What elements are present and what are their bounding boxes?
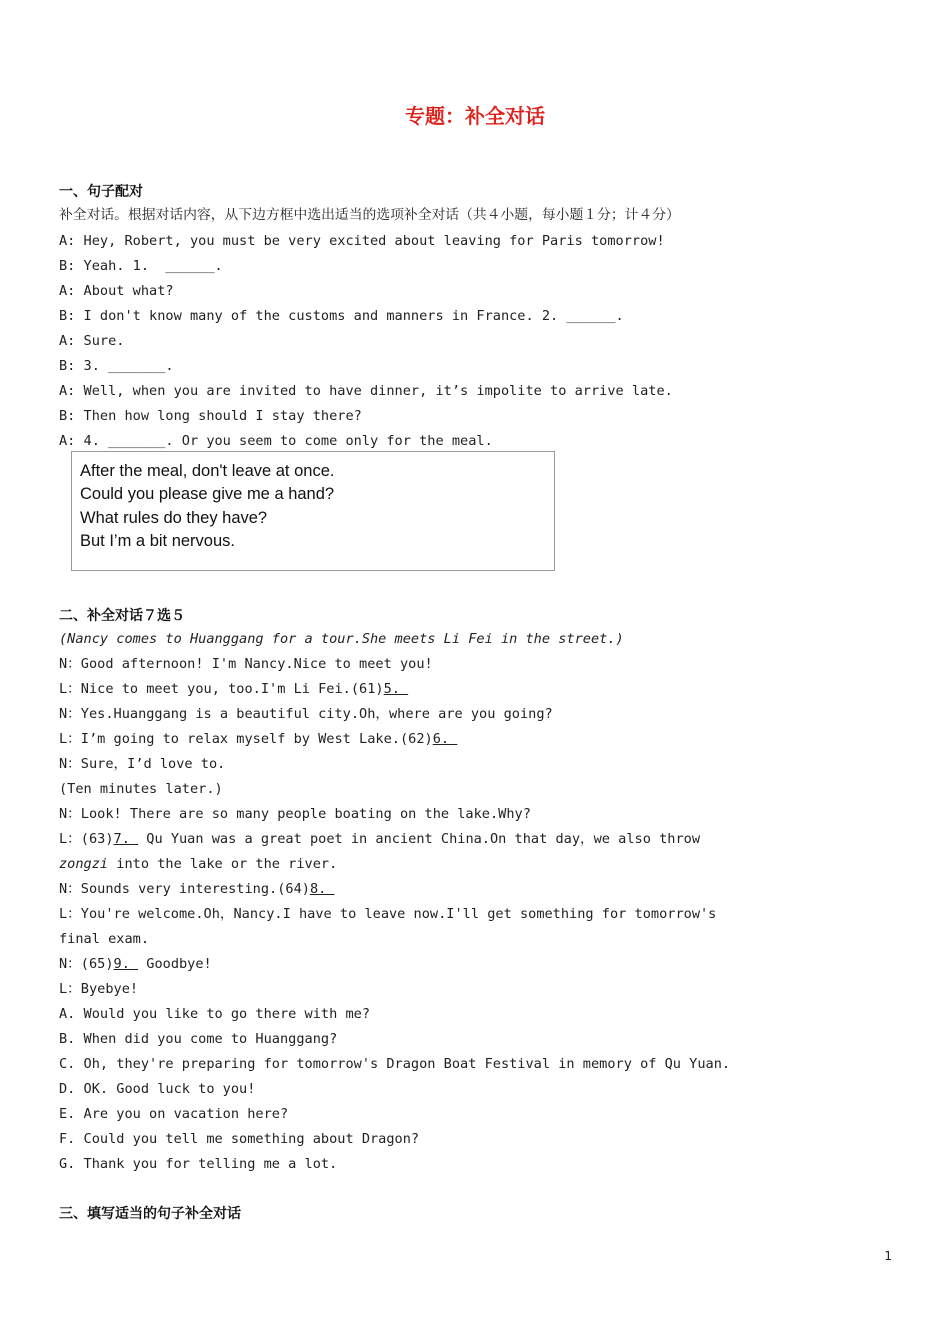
dialogue-line: [59, 855, 337, 873]
section2-heading: 二、补全对话７选５: [59, 608, 185, 624]
dialogue-line: final exam.: [59, 931, 150, 947]
option-item: After the meal, don't leave at once.: [80, 462, 335, 480]
section3-heading: 三、填写适当的句子补全对话: [59, 1206, 241, 1222]
stage-direction: (Ten minutes later.): [59, 781, 223, 797]
line-text: N：(65): [59, 956, 114, 972]
dialogue-line: [59, 680, 408, 698]
line-text: L：I’m going to relax myself by West Lake.(62): [59, 731, 433, 747]
line-text: Goodbye!: [138, 956, 212, 972]
choice-option: C. Oh, they're preparing for tomorrow's Dragon Boat Festival in memory of Qu Yuan.: [59, 1056, 731, 1072]
choice-option: B. When did you come to Huanggang?: [59, 1031, 338, 1047]
dialogue-line: N：Yes.Huanggang is a beautiful city.Oh，where are you going?: [59, 706, 553, 722]
dialogue-line: A: About what?: [59, 283, 174, 299]
dialogue-line: N：Sure，I’d love to.: [59, 756, 226, 772]
dialogue-line: N：Good afternoon! I'm Nancy.Nice to meet you!: [59, 656, 433, 672]
dialogue-line: A: Hey, Robert, you must be very excited about leaving for Paris tomorrow!: [59, 233, 665, 249]
dialogue-line: A: Well, when you are invited to have dinner, it’s impolite to arrive late.: [59, 383, 673, 399]
dialogue-line: [59, 830, 700, 848]
dialogue-line: A: 4. _______. Or you seem to come only for the meal.: [59, 433, 493, 449]
dialogue-line: [59, 955, 212, 973]
choice-option: D. OK. Good luck to you!: [59, 1081, 256, 1097]
line-text: Qu Yuan was a great poet in ancient China.On that day，we also throw: [138, 831, 701, 847]
dialogue-line: B: Then how long should I stay there?: [59, 408, 362, 424]
line-text: L：(63): [59, 831, 114, 847]
page-number: 1: [884, 1249, 892, 1263]
section2-intro: (Nancy comes to Huanggang for a tour.She meets Li Fei in the street.): [59, 631, 624, 647]
answer-blank: 9.: [113, 956, 139, 972]
answer-blank: 7.: [113, 831, 139, 847]
answer-blank: 8.: [309, 881, 335, 897]
choice-option: E. Are you on vacation here?: [59, 1106, 289, 1122]
option-item: What rules do they have?: [80, 508, 268, 527]
line-text: L：Nice to meet you, too.I'm Li Fei.(61): [59, 681, 384, 697]
dialogue-line: L：You're welcome.Oh，Nancy.I have to leave now.I'll get something for tomorrow's: [59, 906, 717, 922]
option-item: But I’m a bit nervous.: [80, 531, 235, 550]
dialogue-line: B: 3. _______.: [59, 358, 174, 374]
dialogue-line: A: Sure.: [59, 333, 125, 349]
line-text: N：Sounds very interesting.(64): [59, 881, 310, 897]
dialogue-line: B: I don't know many of the customs and manners in France. 2. ______.: [59, 308, 624, 324]
dialogue-line: [59, 730, 457, 748]
option-item: Could you please give me a hand?: [80, 485, 335, 504]
dialogue-line: [59, 880, 335, 898]
choice-option: G. Thank you for telling me a lot.: [59, 1156, 338, 1172]
answer-blank: 6.: [432, 731, 458, 747]
choice-option: A. Would you like to go there with me?: [59, 1006, 370, 1022]
section1-instruction: 补全对话。根据对话内容，从下边方框中选出适当的选项补全对话（共４小题，每小题１分；计４分）: [59, 207, 680, 223]
choice-option: F. Could you tell me something about Dragon?: [59, 1131, 420, 1147]
page-title: 专题：补全对话: [405, 104, 545, 128]
dialogue-line: N：Look! There are so many people boating on the lake.Why?: [59, 806, 531, 822]
line-text: into the lake or the river.: [108, 856, 338, 872]
italic-word: zongzi: [59, 856, 109, 872]
options-box: [71, 451, 555, 571]
dialogue-line: B: Yeah. 1. ______.: [59, 258, 223, 274]
answer-blank: 5.: [383, 681, 409, 697]
dialogue-line: L：Byebye!: [59, 981, 139, 997]
section1-heading: 一、句子配对: [59, 184, 143, 200]
